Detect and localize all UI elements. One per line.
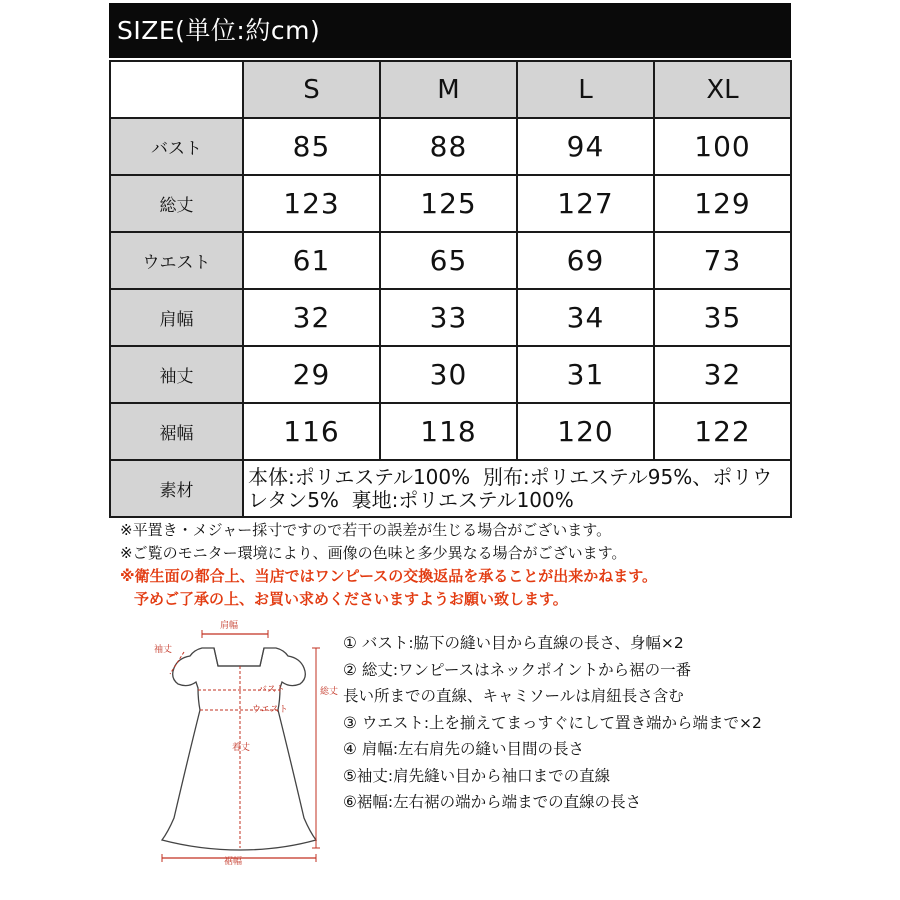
- note-return-policy: ※衛生面の都合上、当店ではワンピースの交換返品を承ることが出来かねます。: [120, 567, 658, 585]
- diagram-label-shoulder: 肩幅: [220, 621, 239, 631]
- diagram-label-total-length: 総丈: [320, 687, 339, 697]
- table-cell: 129: [654, 175, 791, 232]
- table-cell: 73: [654, 232, 791, 289]
- table-row: [110, 403, 791, 460]
- measure-sleeve: ⑤袖丈:肩先縫い目から袖口までの直線: [343, 766, 611, 785]
- table-cell: 118: [380, 403, 517, 460]
- notes: [120, 519, 810, 611]
- table-cell: 116: [243, 403, 380, 460]
- note-monitor: ※ご覧のモニター環境により、画像の色味と多少異なる場合がございます。: [120, 544, 627, 562]
- note-acknowledge: 予めご了承の上、お買い求めくださいますようお願い致します。: [134, 590, 568, 608]
- measure-total-length: ② 総丈:ワンピースはネックポイントから裾の一番: [343, 660, 692, 679]
- diagram-label-dress-length: 着丈: [232, 743, 251, 753]
- table-cell: 29: [243, 346, 380, 403]
- table-cell: 69: [517, 232, 654, 289]
- table-cell: 33: [380, 289, 517, 346]
- table-cell: 88: [380, 118, 517, 175]
- size-header-s: S: [243, 61, 380, 118]
- row-label-shoulder: 肩幅: [110, 289, 243, 346]
- diagram-label-hem: 裾幅: [224, 857, 243, 867]
- table-cell: 127: [517, 175, 654, 232]
- table-cell: 100: [654, 118, 791, 175]
- size-table: [109, 60, 792, 518]
- note-measurement: ※平置き・メジャー採寸ですので若干の誤差が生じる場合がございます。: [120, 521, 612, 539]
- table-cell: 61: [243, 232, 380, 289]
- table-row: [110, 118, 791, 175]
- measure-bust: ① バスト:脇下の縫い目から直線の長さ、身幅×2: [343, 634, 684, 652]
- table-cell: 125: [380, 175, 517, 232]
- measure-total-length-cont: 長い所までの直線、キャミソールは肩紐長さ含む: [343, 687, 684, 705]
- table-cell: 65: [380, 232, 517, 289]
- row-label-material: 素材: [110, 460, 243, 517]
- table-cell: 32: [654, 346, 791, 403]
- material-text: [243, 460, 791, 517]
- diagram-label-sleeve: 袖丈: [154, 645, 173, 655]
- size-header-xl: XL: [654, 61, 791, 118]
- table-cell: 120: [517, 403, 654, 460]
- table-cell: 85: [243, 118, 380, 175]
- table-row: [110, 289, 791, 346]
- material-line-2: レタン5% 裏地:ポリエステル100%: [248, 487, 574, 512]
- table-row: [110, 232, 791, 289]
- diagram-label-bust: バスト: [258, 685, 286, 695]
- row-label-sleeve: 袖丈: [110, 346, 243, 403]
- measure-waist: ③ ウエスト:上を揃えてまっすぐにして置き端から端まで×2: [343, 713, 762, 732]
- table-cell: 30: [380, 346, 517, 403]
- row-label-hem: 裾幅: [110, 403, 243, 460]
- table-row: [110, 346, 791, 403]
- row-label-total-length: 総丈: [110, 175, 243, 232]
- dress-diagram: [140, 618, 340, 868]
- row-label-bust: バスト: [110, 118, 243, 175]
- table-row: [110, 175, 791, 232]
- diagram-label-waist: ウエスト: [252, 705, 289, 715]
- material-line-1: 本体:ポリエステル100% 別布:ポリエステル95%、ポリウ: [248, 464, 773, 489]
- table-corner-cell: [110, 61, 243, 118]
- measure-shoulder: ④ 肩幅:左右肩先の縫い目間の長さ: [343, 740, 585, 758]
- table-cell: 94: [517, 118, 654, 175]
- table-cell: 122: [654, 403, 791, 460]
- table-cell: 35: [654, 289, 791, 346]
- table-cell: 123: [243, 175, 380, 232]
- table-row-material: [110, 460, 791, 517]
- measurement-guide: [343, 630, 863, 816]
- table-cell: 34: [517, 289, 654, 346]
- table-cell: 32: [243, 289, 380, 346]
- size-header-l: L: [517, 61, 654, 118]
- measure-hem: ⑥裾幅:左右裾の端から端までの直線の長さ: [343, 793, 642, 811]
- size-header-m: M: [380, 61, 517, 118]
- table-cell: 31: [517, 346, 654, 403]
- row-label-waist: ウエスト: [110, 232, 243, 289]
- table-header-row: [110, 61, 791, 118]
- size-title: SIZE(単位:約cm): [109, 3, 791, 58]
